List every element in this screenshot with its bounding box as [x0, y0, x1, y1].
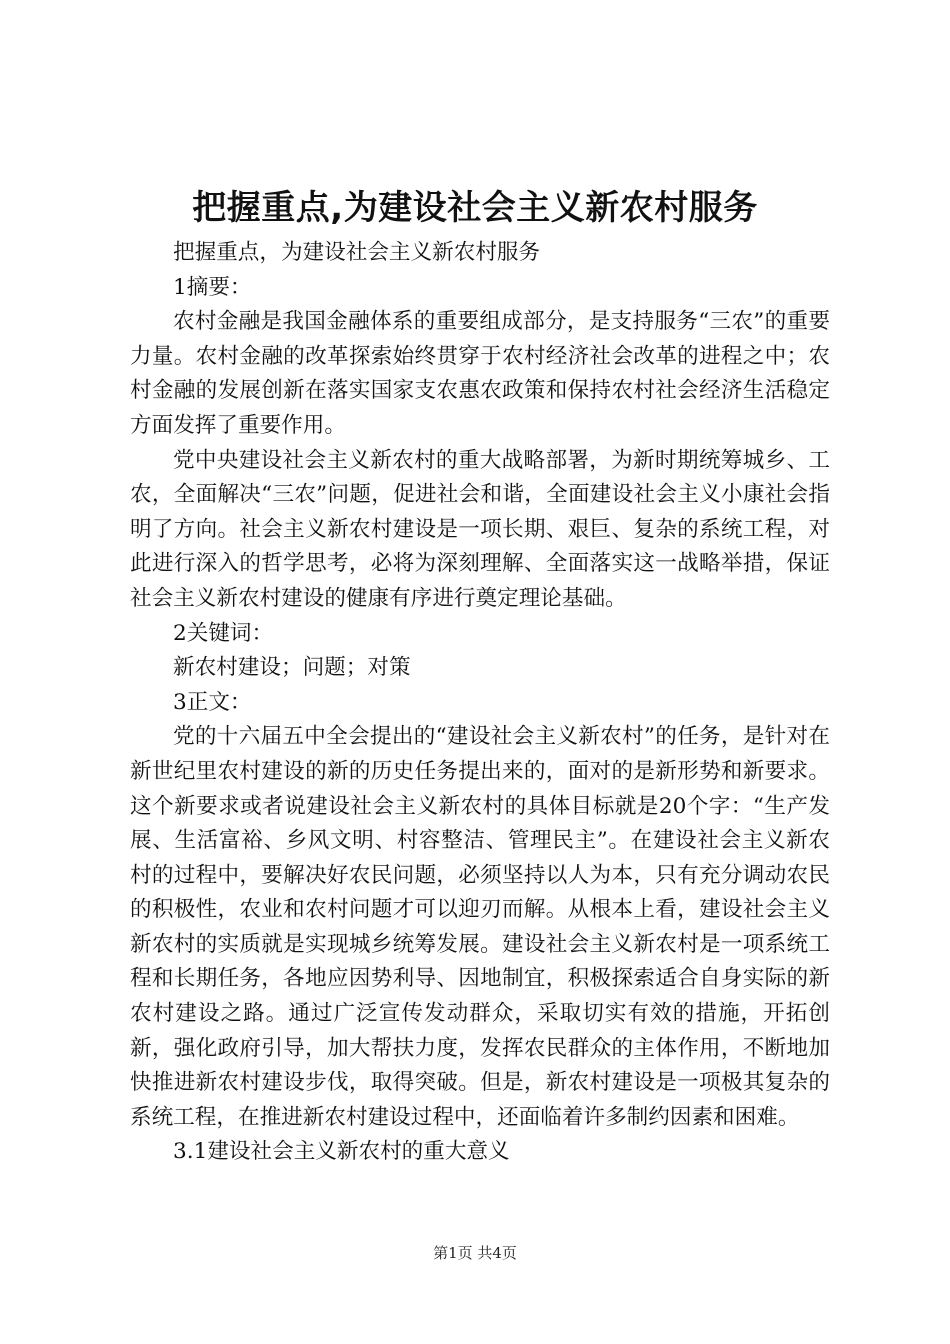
main-text-heading: 3正文： — [173, 689, 252, 715]
keywords-paragraph: 新农村建设；问题；对策 — [173, 655, 411, 681]
abstract-paragraph-2: 党中央建设社会主义新农村的重大战略部署，为新时期统筹城乡、工农，全面解决“三农”问题，促进社会和谐，全面建设社会主义小康社会指明了方向。社会主义新农村建设是一项长期、艰巨、复杂的系统工程，对此进行深入的哲学思考，必将为深刻理解、全面落实这一战略举措，保证社会主义新农村建设的健康有序进行奠定理论基础。 — [130, 447, 830, 611]
subtitle-paragraph: 把握重点，为建设社会主义新农村服务 — [173, 240, 541, 265]
document-title: 把握重点,为建设社会主义新农村服务 — [192, 188, 758, 228]
abstract-paragraph-1: 农村金融是我国金融体系的重要组成部分，是支持服务“三农”的重要力量。农村金融的改革探索始终贯穿于农村经济社会改革的进程之中；农村金融的发展创新在落实国家支农惠农政策和保持农村社会经济生活稳定方面发挥了重要作用。 — [130, 309, 830, 438]
keywords-heading: 2关键词： — [173, 620, 274, 646]
document-body — [130, 236, 830, 1170]
main-text-paragraph: 党的十六届五中全会提出的“建设社会主义新农村”的任务，是针对在新世纪里农村建设的新的历史任务提出来的，面对的是新形势和新要求。这个新要求或者说建设社会主义新农村的具体目标就是20个字：“生产发展、生活富裕、乡风文明、村容整洁、管理民主”。在建设社会主义新农村的过程中，要解决好农民问题，必须坚持以人为本，只有充分调动农民的积极性，农业和农村问题才可以迎刃而解。从根本上看，建设社会主义新农村的实质就是实现城乡统筹发展。建设社会主义新农村是一项系统工程和长期任务，各地应因势利导、因地制宜，积极探索适合自身实际的新农村建设之路。通过广泛宣传发动群众，采取切实有效的措施，开拓创新，强化政府引导，加大帮扶力度，发挥农民群众的主体作用，不断地加快推进新农村建设步伐，取得突破。但是，新农村建设是一项极其复杂的系统工程，在推进新农村建设过程中，还面临着许多制约因素和困难。 — [130, 724, 830, 1130]
abstract-heading: 1摘要： — [173, 274, 252, 300]
page-number-footer: 第1页 共4页 — [433, 1244, 517, 1262]
section-3-1-heading: 3.1建设社会主义新农村的重大意义 — [173, 1139, 510, 1165]
